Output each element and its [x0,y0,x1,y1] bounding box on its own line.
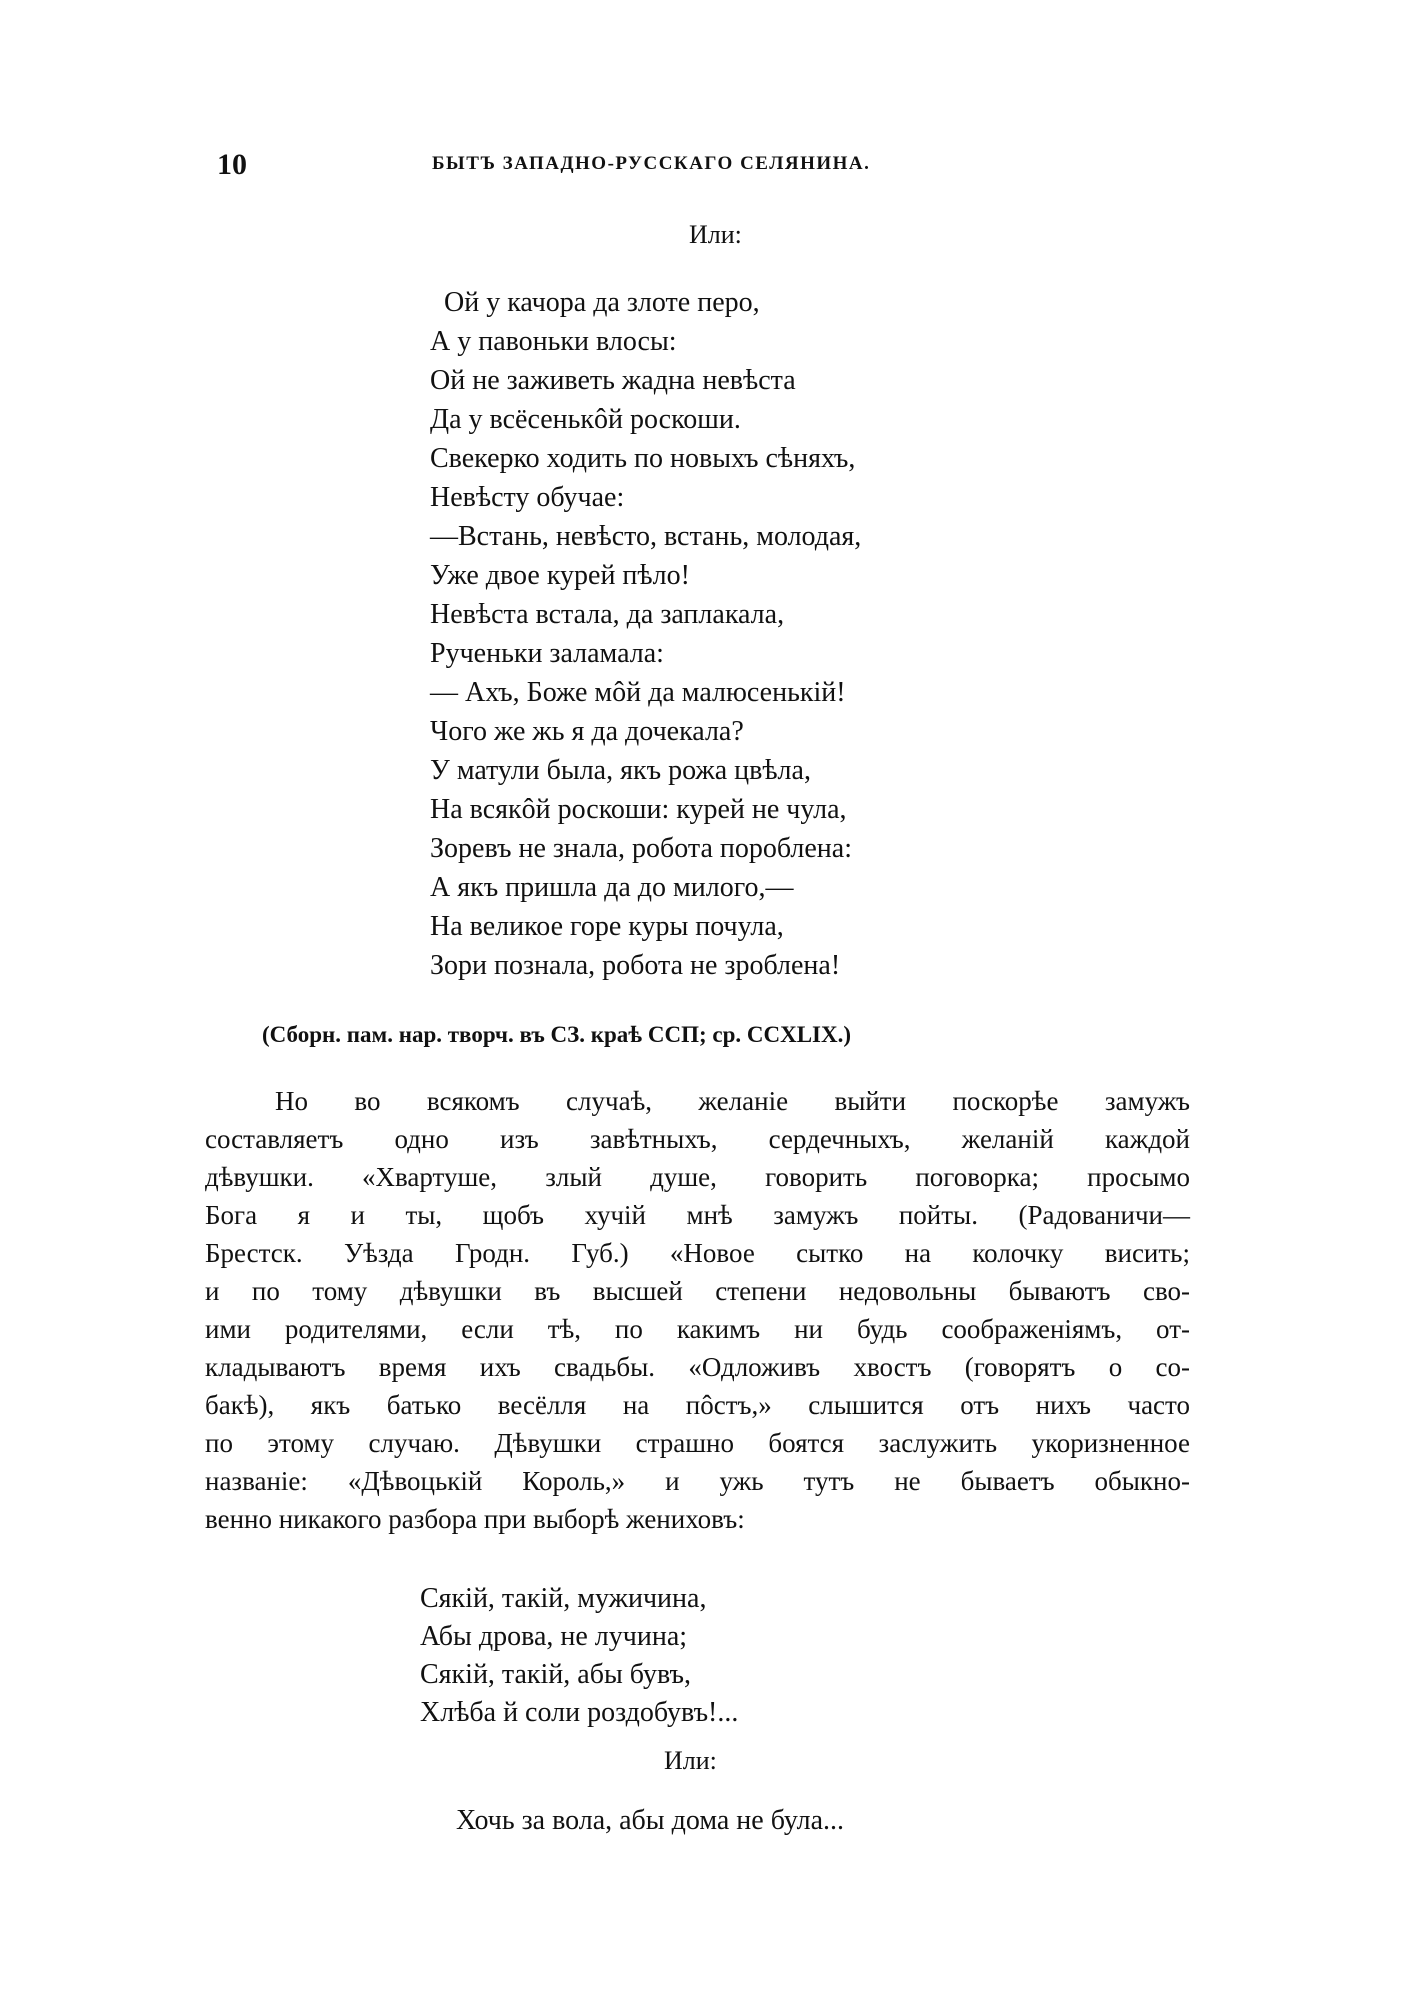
paragraph-line: венно никакого разбора при выборѣ жениховъ: [205,1504,745,1534]
verse-line: На великое горе куры почула, [430,911,784,942]
paragraph-line: по этому случаю. Дѣвушки страшно боятся заслужить укоризненное [205,1428,1190,1458]
verse-line: —Встань, невѣсто, встань, молодая, [430,521,862,552]
paragraph-line: бакѣ), якъ батько весёлля на пôстъ,» слышится отъ нихъ часто [205,1390,1190,1420]
paragraph-line: Брестск. Уѣзда Гродн. Губ.) «Новое сытко на колочку висить; [205,1238,1190,1268]
verse-line: Ой не заживеть жадна невѣста [430,365,796,396]
paragraph-line: Но во всякомъ случаѣ, желаніе выйти поскорѣе замужъ [275,1086,1190,1116]
verse-line: Невѣста встала, да заплакала, [430,599,785,630]
verse-line: На всякôй роскоши: курей не чула, [430,794,847,825]
paragraph-line: составляетъ одно изъ завѣтныхъ, сердечныхъ, желаній каждой [205,1124,1190,1154]
final-verse-line: Хочь за вола, абы дома не була... [456,1805,845,1836]
verse-line: Зори познала, робота не зроблена! [430,950,841,981]
verse-line: Чого же жь я да дочекала? [430,716,744,747]
verse-line: А якъ пришла да до милого,— [430,872,794,903]
verse-line: Невѣсту обучае: [430,482,625,513]
verse-line: А у павоньки влосы: [430,326,677,357]
paragraph-line: ими родителями, если тѣ, по какимъ ни будь соображеніямъ, от- [205,1314,1190,1344]
prose-paragraph [205,1082,1190,1538]
page-number: 10 [217,148,247,181]
verse-line: Да у всёсенькôй роскоши. [430,404,741,435]
verse-block-1 [430,283,861,985]
running-head: БЫТЪ ЗАПАДНО-РУССКАГО СЕЛЯНИНА. [432,153,871,174]
paragraph-line: кладываютъ время ихъ свадьбы. «Одложивъ хвостъ (говорятъ о со- [205,1352,1190,1382]
verse-line: Сякій, такій, мужичина, [420,1583,707,1614]
verse-line: — Ахъ, Боже мôй да малюсенькій! [430,677,846,708]
source-citation: (Сборн. пам. нар. творч. въ СЗ. краѣ ССП; ср. CCXLIX.) [262,1022,852,1047]
verse-line: Ой у качора да злоте перо, [444,287,760,318]
verse-line: Рученьки заламала: [430,638,664,669]
verse-line: Абы дрова, не лучина; [420,1621,688,1652]
verse-line: Сякій, такій, абы бувъ, [420,1659,691,1690]
verse-line: Уже двое курей пѣло! [430,560,690,591]
paragraph-line: дѣвушки. «Хвартуше, злый душе, говорить поговорка; просымо [205,1162,1190,1192]
verse-line: Зоревъ не знала, робота пороблена: [430,833,852,864]
verse-line: У матули была, якъ рожа цвѣла, [430,755,811,786]
verse-line: Свекерко ходить по новыхъ сѣняхъ, [430,443,856,474]
paragraph-line: и по тому дѣвушки въ высшей степени недовольны бываютъ сво- [205,1276,1190,1306]
paragraph-line: названіе: «Дѣвоцькій Король,» и ужь тутъ не бываетъ обыкно- [205,1466,1190,1496]
paragraph-line: Бога я и ты, щобъ хучій мнѣ замужъ пойты. (Радованичи— [205,1200,1190,1230]
verse-block-2 [420,1580,738,1732]
verse-line: Хлѣба й соли роздобувъ!... [420,1697,739,1728]
section-heading-2: Или: [664,1746,717,1775]
section-heading-1: Или: [689,220,742,249]
